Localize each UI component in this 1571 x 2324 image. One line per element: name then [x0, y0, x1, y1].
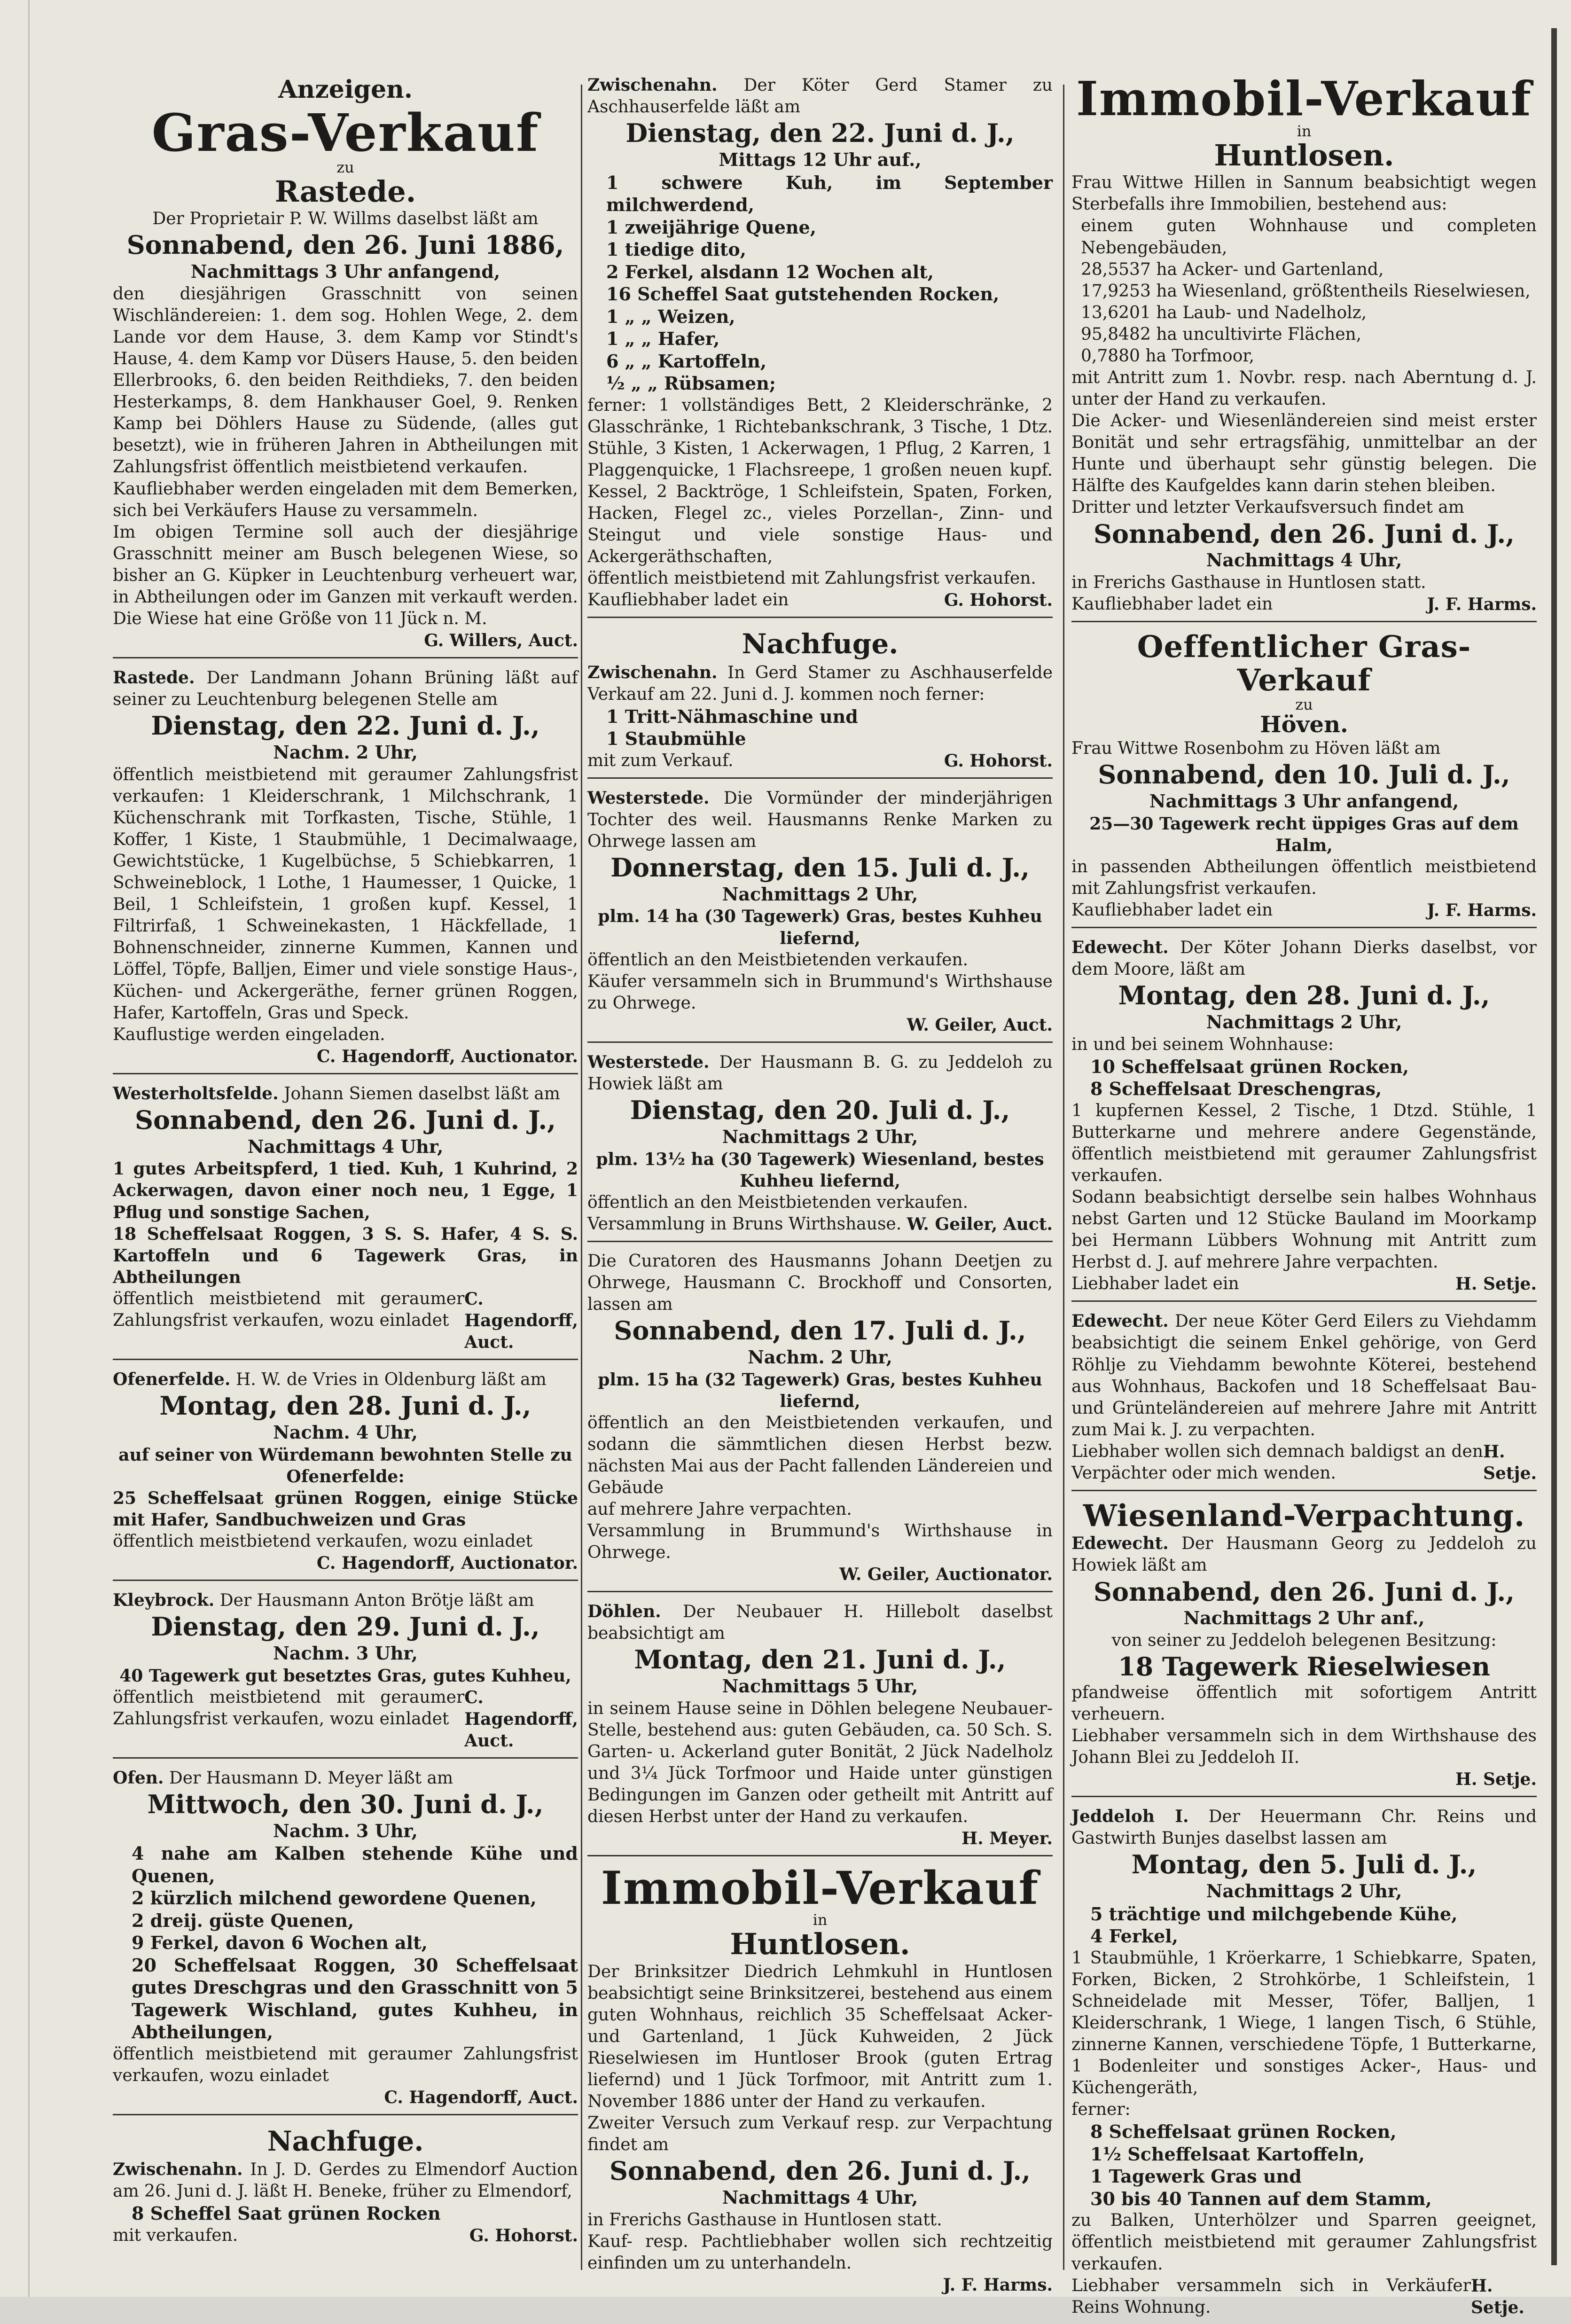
ad-place: Höven.	[1260, 711, 1348, 738]
column-2	[587, 70, 1053, 2295]
ad-body: Liebhaber versammeln sich in Verkäufer Reins Wohnung.	[1071, 2276, 1471, 2317]
ad-date: Sonnabend, den 26. Juni d. J.,	[1094, 1576, 1515, 1607]
ad-lead-place: Ofenerfelde.	[113, 1369, 231, 1390]
ad-signature-lead: Liebhaber ladet ein	[1071, 1274, 1239, 1294]
ad-nachfuge-stamer	[587, 623, 1053, 778]
ad-lead-place: Edewecht.	[1071, 1534, 1169, 1554]
ad-body: öffentlich meistbietend mit geraumer Zahlungsfrist verkaufen, wozu einladet	[113, 1687, 465, 1729]
ad-body: Liebhaber wollen sich demnach baldigst an den Verpächter oder mich wenden.	[1071, 1441, 1484, 1483]
ad-item: 2 kürzlich milchend gewordene Quenen,	[132, 1887, 537, 1909]
ad-body: zu Balken, Unterhölzer und Sparren geeignet, öffentlich meistbietend mit geraumer Zahlungsfrist verkaufen.	[1071, 2211, 1537, 2274]
ad-item: 1½ Scheffelsaat Kartoffeln,	[1090, 2143, 1365, 2165]
ad-date: Montag, den 5. Juli d. J.,	[1131, 1849, 1477, 1880]
ad-items: 1 gutes Arbeitspferd, 1 tied. Kuh, 1 Kuhrind, 2 Ackerwagen, davon einer noch neu, 1 Egge, 1 Pflug und sonstige Sachen,	[113, 1159, 578, 1222]
ad-place: Huntlosen.	[730, 1927, 910, 1962]
ad-signature: C. Hagendorff, Auct.	[384, 2087, 578, 2107]
column-3	[1071, 70, 1537, 2317]
ad-item: 9 Ferkel, davon 6 Wochen alt,	[132, 1932, 428, 1954]
ad-date: Dienstag, den 22. Juni d. J.,	[625, 118, 1015, 149]
ad-intro: Der Köter Johann Dierks daselbst, vor dem Moore, läßt am	[1071, 938, 1537, 979]
ad-signature: C. Hagendorff, Auct.	[464, 1289, 578, 1352]
ad-item: 8 Scheffelsaat Dreschengras,	[1090, 1078, 1382, 1100]
ad-lead-place: Zwischenahn.	[587, 75, 718, 95]
ad-intro: Der neue Köter Gerd Eilers zu Viehdamm beabsichtigt die seinem Enkel gehörige, von Gerd Röhlje zu Viehdamm bewohnte Köterei, bestehend aus Wohnhaus, Backofen und 18 Scheffelsaat Bau- und Grünteländereien auf mehrere Jahre mit Antritt zum Mai k. J. zu verpachten.	[1071, 1312, 1537, 1440]
ad-item: 1 zweijährige Quene,	[606, 216, 816, 238]
ad-body: mit verkaufen.	[113, 2225, 238, 2245]
ad-lead-place: Jeddeloh I.	[1071, 1807, 1189, 1827]
ad-signature: G. Hohorst.	[944, 590, 1053, 610]
ad-intro: Der Hausmann Georg zu Jeddeloh zu Howiek läßt am	[1071, 1534, 1537, 1575]
ad-item: 1 „ „ Weizen,	[606, 305, 735, 327]
ad-preposition: zu	[336, 158, 354, 177]
ad-signature-lead: Kaufliebhaber ladet ein	[1071, 900, 1273, 920]
ad-body: öffentlich meistbietend mit geraumer Zahlungsfrist verkaufen, wozu einladet	[113, 2044, 578, 2085]
ad-preposition: in	[1297, 122, 1312, 140]
ad-body: In J. D. Gerdes zu Elmendorf Auction am 26. Juni d. J. läßt H. Beneke, früher zu Elmendorf,	[113, 2160, 578, 2201]
ad-lead-place: Edewecht.	[1071, 1311, 1169, 1331]
ad-body: in Frerichs Gasthause in Huntlosen statt.	[587, 2210, 942, 2230]
ad-preposition: zu	[1295, 695, 1313, 713]
ad-item: 1 „ „ Hafer,	[606, 328, 720, 350]
ad-items: 25 Scheffelsaat grünen Roggen, einige Stücke mit Hafer, Sandbuchweizen und Gras	[113, 1488, 578, 1530]
ad-body: öffentlich meistbietend mit geraumer Zahlungsfrist verkaufen: 1 Kleiderschrank, 1 Milchschrank, 1 Küchenschrank mit Torfkasten, Tische, Stühle, 1 Koffer, 1 Kiste, 1 Staubmühle, 1 Decimalwaage, Gewichtstücke, 1 Kugelbüchse, 5 Schiebkarren, 1 Schweineblock, 1 Lothe, 1 Haumesser, 1 Quicke, 1 Beil, 1 Schleifstein, 1 großen kupf. Kessel, 1 Filtrirfaß, 1 Schweinekasten, 1 Häckfellade, 1 Bohnenschneider, zinnerne Kummen, Kannen und Löffel, Töpfe, Balljen, Eimer und viele sonstige Haus-, Küchen- und Ackergeräthe, ferner grünen Roggen, Hafer, Kartoffeln, Gras und Speck.	[113, 765, 578, 1023]
ad-signature: H. Setje.	[1455, 1769, 1537, 1790]
ad-body: Liebhaber versammeln sich in dem Wirthshause des Johann Blei zu Jeddeloh II.	[1071, 1726, 1537, 1768]
ad-body: in seinem Hause seine in Döhlen belegene Neubauer-Stelle, bestehend aus: guten Gebäuden, ca. 50 Sch. S. Garten- u. Ackerland guter Bonität, 2 Jück Nadelholz und 3¼ Jück Torfmoor und Haide unter günstigen Bedingungen im Ganzen oder getheilt mit Antritt auf diesen Herbst unter der Hand zu verkaufen.	[587, 1698, 1053, 1827]
ad-intro: Der Hausmann B. G. zu Jeddeloh zu Howiek läßt am	[587, 1052, 1053, 1094]
ad-time: Nachmittags 4 Uhr,	[1206, 549, 1402, 571]
ad-time: Nachm. 3 Uhr,	[273, 1642, 418, 1664]
ad-title: Nachfuge.	[267, 2125, 424, 2158]
ad-intro: Der Köter Gerd Stamer zu Aschhauserfelde läßt am	[587, 76, 1053, 117]
ad-time: Nachm. 2 Uhr,	[748, 1346, 892, 1368]
ad-item: 30 bis 40 Tannen auf dem Stamm,	[1090, 2188, 1432, 2209]
ad-list-item: 13,6201 ha Laub- und Nadelholz,	[1081, 303, 1367, 322]
ad-lead-place: Edewecht.	[1071, 937, 1169, 957]
ad-body: öffentlich meistbietend mit Zahlungsfrist verkaufen.	[587, 569, 1036, 588]
ad-place: Huntlosen.	[1214, 138, 1394, 172]
ad-time: Nachmittags 4 Uhr,	[247, 1135, 444, 1157]
ad-title: Immobil-Verkauf	[601, 1862, 1040, 1915]
ad-intro: Der Hausmann Anton Brötje läßt am	[219, 1591, 534, 1611]
ad-items: 25—30 Tagewerk recht üppiges Gras auf dem Halm,	[1089, 814, 1519, 855]
ad-item: 10 Scheffelsaat grünen Rocken,	[1090, 1056, 1409, 1077]
ad-body: mit Antritt zum 1. Novbr. resp. nach Aberntung d. J. unter der Hand zu verkaufen.	[1071, 368, 1537, 409]
ad-time: Nachmittags 2 Uhr anf.,	[1183, 1607, 1425, 1629]
ad-item: 8 Scheffelsaat grünen Rocken,	[1090, 2121, 1397, 2143]
ad-body: Kauf- resp. Pachtliebhaber wollen sich rechtzeitig einfinden um zu unterhandeln.	[587, 2231, 1053, 2273]
ad-date: Mittwoch, den 30. Juni d. J.,	[147, 1789, 544, 1819]
ad-signature: J. F. Harms.	[1427, 595, 1537, 615]
ad-signature: H. Setje.	[1470, 2276, 1524, 2317]
ad-doehlen	[587, 1597, 1053, 1856]
ad-signature: G. Willers, Auct.	[424, 631, 578, 651]
ad-ohrwege-deetjen	[587, 1247, 1053, 1592]
ad-item: 16 Scheffel Saat gutstehenden Rocken,	[606, 283, 1000, 305]
ad-lead-place: Westerstede.	[587, 1052, 710, 1072]
ad-date: Sonnabend, den 26. Juni d. J.,	[610, 2156, 1031, 2186]
ad-signature: H. Meyer.	[961, 1829, 1053, 1849]
ad-body: den diesjährigen Grasschnitt von seinen Wischländereien: 1. dem sog. Hohlen Wege, 2. dem Lande vor dem Hause, 3. dem Kamp vor Stindt's Hause, 4. dem Kamp vor Düsers Hause, 5. den beiden Ellerbrooks, 6. den beiden Reithdieks, 7. den beiden Hesterkamps, 8. dem Hankhauser Goel, 9. Renken Kamp bei Döhlers Hause zu Südende, (alles gut besetzt), wie in früheren Jahren in Abtheilungen mit Zahlungsfrist öffentlich meistbietend verkaufen.	[113, 284, 578, 477]
ad-preposition: in	[813, 1911, 828, 1929]
ad-date: Sonnabend, den 17. Juli d. J.,	[614, 1315, 1026, 1346]
ad-title: Wiesenland-Verpachtung.	[1083, 1498, 1525, 1534]
ad-intro: Die Curatoren des Hausmanns Johann Deetjen zu Ohrwege, Hausmann C. Brockhoff und Consorten, lassen am	[587, 1251, 1053, 1314]
ad-intro: Der Landmann Johann Brüning läßt auf seiner zu Leuchtenburg belegenen Stelle am	[113, 668, 578, 710]
ad-signature: C. Hagendorff, Auctionator.	[316, 1046, 578, 1066]
column-1	[113, 70, 578, 2278]
ad-list-item: 0,7880 ha Torfmoor,	[1081, 346, 1255, 366]
ad-time: Nachmittags 3 Uhr anfangend,	[190, 261, 500, 282]
ad-time: Nachmittags 5 Uhr,	[722, 1675, 918, 1697]
ad-immobil-verkauf-lehmkuhl	[587, 1861, 1053, 2301]
ad-signature-lead: Kaufliebhaber ladet ein	[1071, 595, 1273, 614]
ad-date: Dienstag, den 22. Juni d. J.,	[151, 711, 540, 741]
ad-intro: Frau Wittwe Hillen in Sannum beabsichtigt wegen Sterbefalls ihre Immobilien, bestehend aus:	[1071, 173, 1537, 214]
ad-ofen	[113, 1763, 578, 2115]
ad-time: Nachmittags 2 Uhr,	[1206, 1880, 1402, 1902]
ad-westerstede-marken	[587, 783, 1053, 1043]
ad-list-item: 28,5537 ha Acker- und Gartenland,	[1081, 259, 1384, 279]
ad-body: mit zum Verkauf.	[587, 751, 734, 770]
ad-jeddeloh-reins	[1071, 1802, 1537, 2324]
ad-date: Sonnabend, den 10. Juli d. J.,	[1098, 759, 1510, 790]
ad-item: 1 Staubmühle	[606, 728, 746, 750]
ad-date: Dienstag, den 29. Juni d. J.,	[151, 1612, 540, 1642]
ad-date: Sonnabend, den 26. Juni d. J.,	[1094, 518, 1515, 549]
ad-body: öffentlich meistbietend verkaufen, wozu einladet	[113, 1531, 533, 1551]
ad-rastede-bruening	[113, 663, 578, 1074]
ad-intro: Der Heuermann Chr. Reins und Gastwirth Bunjes daselbst lassen am	[1071, 1807, 1537, 1848]
ad-body: Versammlung in Bruns Wirthshause.	[587, 1214, 902, 1234]
ad-item: 1 tiedige dito,	[606, 239, 746, 260]
ad-items: plm. 14 ha (30 Tagewerk) Gras, bestes Kuhheu liefernd,	[598, 907, 1042, 948]
ad-lead-place: Westerholtsfelde.	[113, 1083, 279, 1103]
ad-body: 1 Staubmühle, 1 Kröerkarre, 1 Schiebkarre, Spaten, Forken, Bicken, 2 Strohkörbe, 1 Schleifstein, 1 Schneidelade mit Messer, Töfer, Balljen, 1 Kleiderschrank, 1 Wiege, 1 langen Tisch, 6 Stühle, zinnerne Kannen, verschiedene Töpfe, 1 Butterkarne, 1 Bodenleiter und sonstiges Acker-, Haus- und Küchengeräth,	[1071, 1948, 1537, 2098]
ad-wiesenland-verpachtung	[1071, 1496, 1537, 1797]
ad-lead-place: Zwischenahn.	[587, 662, 718, 682]
ad-signature-lead: Kaufliebhaber ladet ein	[587, 590, 789, 610]
ad-signature: J. F. Harms.	[1427, 900, 1537, 920]
ad-body: öffentlich an den Meistbietenden verkaufen.	[587, 1192, 969, 1212]
ad-time: Nachmittags 2 Uhr,	[1206, 1011, 1402, 1033]
ad-signature: H. Setje.	[1455, 1274, 1537, 1294]
ad-ofenerfelde	[113, 1365, 578, 1581]
ad-intro: Johann Siemen daselbst läßt am	[284, 1084, 560, 1103]
ad-date: Sonnabend, den 26. Juni 1886,	[126, 230, 564, 260]
ad-edewecht-eilers	[1071, 1307, 1537, 1491]
ad-items: auf seiner von Würdemann bewohnten Stelle zu Ofenerfelde:	[118, 1445, 572, 1487]
ad-signature: G. Hohorst.	[469, 2225, 578, 2246]
ad-body: Versammlung in Brummund's Wirthshause in Ohrwege.	[587, 1521, 1053, 1563]
ad-item: 20 Scheffelsaat Roggen, 30 Scheffelsaat gutes Dreschgras und den Grasschnitt von 5 Tagewerk Wischland, gutes Kuhheu, in Abtheilungen,	[132, 1954, 578, 2043]
ad-list-item: 95,8482 ha uncultivirte Flächen,	[1081, 324, 1362, 344]
ad-time: Nachmittags 2 Uhr,	[722, 883, 918, 905]
ad-body: Der Brinksitzer Diedrich Lehmkuhl in Huntlosen beabsichtigt seine Brinksitzerei, bestehend aus einem guten Wohnhaus, reichlich 35 Scheffelsaat Acker- und Gartenland, 1 Jück Kuhweiden, 2 Jück Rieselwiesen im Huntloser Brook (guten Ertrag liefernd) und 1 Jück Torfmoor, mit Antritt zum 1. November 1886 unter der Hand zu verkaufen.	[587, 1962, 1053, 2111]
ad-time: Nachm. 3 Uhr,	[273, 1820, 418, 1841]
ad-lead-place: Rastede.	[113, 668, 195, 688]
ad-time: Nachmittags 3 Uhr anfangend,	[1149, 790, 1459, 812]
ad-item: 6 „ „ Kartoffeln,	[606, 350, 767, 372]
ad-paragraph: Im obigen Termine soll auch der diesjährige Grasschnitt meiner am Busch belegenen Wiese, so bisher an G. Küpker in Leuchtenburg verheuert war, in Abtheilungen oder im Ganzen mit verkauft werden. Die Wiese hat eine Größe von 11 Jück n. M.	[113, 522, 578, 629]
ad-item: 1 Tritt-Nähmaschine und	[606, 705, 858, 727]
column-rule-2	[1063, 85, 1064, 2270]
ad-signature: H. Setje.	[1483, 1441, 1537, 1483]
ad-date: Montag, den 28. Juni d. J.,	[1118, 980, 1490, 1011]
ad-body: von seiner zu Jeddeloh belegenen Besitzung:	[1111, 1630, 1497, 1650]
ad-item: ½ „ „ Rübsamen;	[606, 373, 776, 394]
ad-intro: Frau Wittwe Rosenbohm zu Höven läßt am	[1071, 739, 1441, 759]
ad-immobil-verkauf-hillen	[1071, 70, 1537, 622]
ad-paragraph: Kauflustige werden eingeladen.	[113, 1025, 385, 1044]
ad-item: 1 Tagewerk Gras und	[1090, 2166, 1302, 2187]
ad-title: Oeffentlicher Gras-Verkauf	[1137, 629, 1471, 698]
ad-date: Montag, den 28. Juni d. J.,	[159, 1391, 531, 1421]
ad-signature: W. Geiler, Auctionator.	[839, 1565, 1053, 1585]
ad-time: Nachmittags 4 Uhr,	[722, 2187, 918, 2208]
ad-signature: C. Hagendorff, Auctionator.	[316, 1553, 578, 1573]
ad-item: 2 Ferkel, alsdann 12 Wochen alt,	[606, 261, 934, 282]
ad-westerstede-jeddeloh	[587, 1048, 1053, 1242]
section-heading: Anzeigen.	[278, 75, 413, 104]
ad-items: 40 Tagewerk gut besetztes Gras, gutes Kuhheu,	[119, 1666, 571, 1686]
ad-item: 4 Ferkel,	[1090, 1925, 1178, 1947]
ad-items: 18 Scheffelsaat Roggen, 3 S. S. Hafer, 4 S. S. Kartoffeln und 6 Tagewerk Gras, in Abtheilungen	[113, 1224, 578, 1287]
ad-title: Immobil-Verkauf	[1076, 71, 1532, 126]
ad-westerholtsfelde	[113, 1079, 578, 1360]
ad-body: ferner:	[1071, 2100, 1131, 2120]
page-edge-shadow	[1551, 28, 1557, 2265]
ad-paragraph: Die Acker- und Wiesenländereien sind meist erster Bonität und sehr ertragsfähig, unmittelbar an der Hunte und überhaupt sehr günstig belegen. Die Hälfte des Kaufgeldes kann darin stehen bleiben.	[1071, 411, 1537, 496]
ad-intro: H. W. de Vries in Oldenburg läßt am	[235, 1370, 547, 1390]
ad-lead-place: Döhlen.	[587, 1602, 661, 1622]
ad-body: in und bei seinem Wohnhause:	[1071, 1034, 1334, 1054]
ad-item: 4 nahe am Kalben stehende Kühe und Quenen,	[132, 1843, 578, 1886]
ad-paragraph: Dritter und letzter Verkaufsversuch findet am	[1071, 498, 1464, 517]
ad-signature: W. Geiler, Auct.	[907, 1015, 1053, 1035]
ad-intro: Der Proprietair P. W. Willms daselbst läßt am	[152, 209, 539, 229]
ad-signature: J. F. Harms.	[943, 2275, 1053, 2295]
ad-body: 1 kupfernen Kessel, 2 Tische, 1 Dtzd. Stühle, 1 Butterkarne und mehrere andere Gegenstände, öffentlich meistbietend mit geraumer Zahlungsfrist verkaufen.	[1071, 1101, 1537, 1185]
ad-place: Rastede.	[274, 174, 416, 209]
ad-time: Nachm. 4 Uhr,	[273, 1421, 418, 1443]
ad-body: pfandweise öffentlich mit sofortigem Antritt verheuern.	[1071, 1682, 1537, 1724]
ad-edewecht-dierks	[1071, 933, 1537, 1302]
ad-title: Nachfuge.	[742, 628, 899, 660]
ad-kleybrock	[113, 1586, 578, 1759]
ad-nachfuge-zwischenahn	[113, 2120, 578, 2252]
ad-body: Sodann beabsichtigt derselbe sein halbes Wohnhaus nebst Garten und 12 Stücke Bauland im Moorkamp bei Hermann Lübbers Wohnung mit Antritt zum Herbst d. J. auf mehrere Jahre verpachten.	[1071, 1187, 1537, 1272]
ad-zwischenahn-stamer	[587, 70, 1053, 618]
ad-time: Mittags 12 Uhr auf.,	[719, 149, 922, 170]
ad-intro: Der Neubauer H. Hillebolt daselbst beabsichtigt am	[587, 1602, 1053, 1643]
ad-list-item: 17,9253 ha Wiesenland, größtentheils Rieselwiesen,	[1081, 281, 1531, 301]
ad-gras-verkauf-rastede	[113, 70, 578, 658]
ad-lead-place: Ofen.	[113, 1768, 164, 1788]
ad-list-item: einem guten Wohnhause und completen Nebengebäuden,	[1081, 216, 1537, 258]
ad-items: plm. 15 ha (32 Tagewerk) Gras, bestes Kuhheu liefernd,	[598, 1369, 1042, 1411]
ad-intro: Die Vormünder der minderjährigen Tochter des weil. Hausmanns Renke Marken zu Ohrwege lassen am	[587, 788, 1053, 851]
ad-items: plm. 13½ ha (30 Tagewerk) Wiesenland, bestes Kuhheu liefernd,	[596, 1149, 1044, 1191]
ad-paragraph: Zweiter Versuch zum Verkauf resp. zur Verpachtung findet am	[587, 2113, 1053, 2155]
ad-body: auf mehrere Jahre verpachten.	[587, 1499, 852, 1519]
ad-date: Dienstag, den 20. Juli d. J.,	[630, 1095, 1010, 1126]
ad-date: Sonnabend, den 26. Juni d. J.,	[135, 1104, 556, 1135]
ad-date: Montag, den 21. Juni d. J.,	[634, 1644, 1006, 1675]
ad-title: Gras-Verkauf	[151, 102, 539, 163]
ad-body: öffentlich meistbietend mit geraumer Zahlungsfrist verkaufen, wozu einladet	[113, 1289, 465, 1330]
ad-signature: G. Hohorst.	[944, 751, 1053, 771]
ad-body: ferner: 1 vollständiges Bett, 2 Kleiderschränke, 2 Glasschränke, 1 Richtebankschrank, 3 Tische, 1 Dtz. Stühle, 3 Kisten, 1 Ackerwagen, 1 Pflug, 2 Karren, 1 Plaggenquicke, 1 Flachsreepe, 1 großen neuen kupf. Kessel, 2 Backtröge, 1 Schleifstein, Spaten, Forken, Hacken, Flegel zc., vieles Porzellan-, Zinn- und Steingut und viele sonstige Haus- und Ackergeräthschaften,	[587, 395, 1053, 567]
ad-item: 2 dreij. güste Quenen,	[132, 1909, 354, 1931]
ad-lead-place: Westerstede.	[587, 788, 710, 808]
ad-paragraph: Kaufliebhaber werden eingeladen mit dem Bemerken, sich bei Verkäufers Hause zu versammeln.	[113, 479, 578, 520]
ad-body: in passenden Abtheilungen öffentlich meistbietend mit Zahlungsfrist verkaufen.	[1071, 857, 1537, 898]
ad-time: Nachmittags 2 Uhr,	[722, 1126, 918, 1147]
ad-signature: C. Hagendorff, Auct.	[464, 1687, 578, 1751]
ad-date: Donnerstag, den 15. Juli d. J.,	[610, 853, 1030, 883]
ad-body: Käufer versammeln sich in Brummund's Wirthshause zu Ohrwege.	[587, 971, 1053, 1013]
ad-oeffentlicher-gras-verkauf	[1071, 627, 1537, 928]
ad-signature: W. Geiler, Auct.	[907, 1214, 1053, 1234]
column-rule-1	[581, 85, 582, 2270]
ad-body: öffentlich an den Meistbietenden verkaufen.	[587, 950, 969, 970]
ad-item: 1 schwere Kuh, im September milchwerdend,	[606, 172, 1053, 216]
ad-intro: Der Hausmann D. Meyer läßt am	[169, 1768, 453, 1788]
ad-time: Nachm. 2 Uhr,	[273, 742, 418, 763]
ad-item: 8 Scheffel Saat grünen Rocken	[132, 2203, 441, 2224]
ad-body: in Frerichs Gasthause in Huntlosen statt.	[1071, 572, 1426, 592]
ad-body: öffentlich an den Meistbietenden verkaufen, und sodann die sämmtlichen diesen Herbst bezw. nächsten Mai aus der Pacht fallenden Ländereien und Gebäude	[587, 1413, 1053, 1497]
ad-lead-place: Zwischenahn.	[113, 2160, 243, 2180]
ad-item: 5 trächtige und milchgebende Kühe,	[1090, 1903, 1458, 1925]
ad-body: In Gerd Stamer zu Aschhauserfelde Verkauf am 22. Juni d. J. kommen noch ferner:	[587, 663, 1053, 704]
ad-lead-place: Kleybrock.	[113, 1590, 215, 1611]
ad-highlight: 18 Tagewerk Rieselwiesen	[1118, 1651, 1490, 1682]
